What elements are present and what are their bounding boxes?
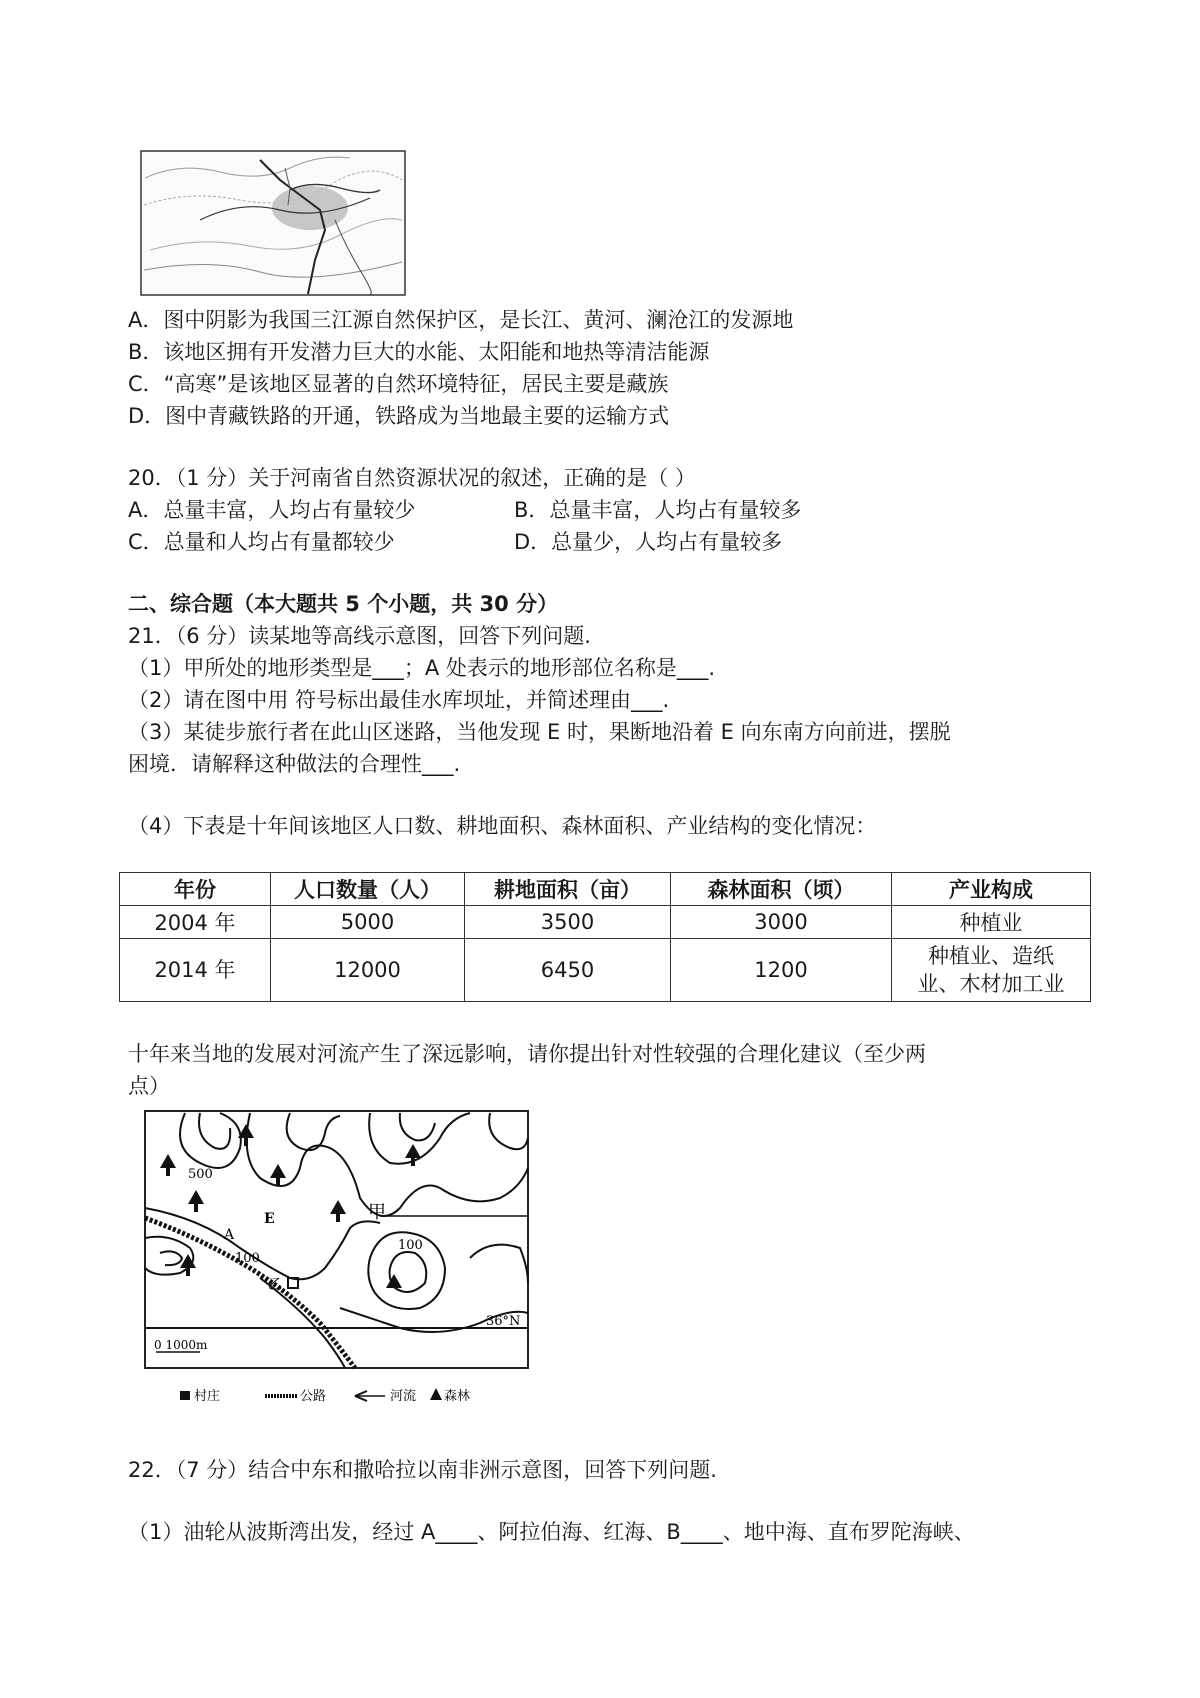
q21-part-1: （1）甲所处的地形类型是___；A 处表示的地形部位名称是___.	[128, 656, 716, 680]
contour-label-100: 100	[235, 1251, 260, 1266]
point-jia-label: 甲	[368, 1202, 386, 1223]
point-a-label: A	[224, 1227, 235, 1243]
cell-line: 业、木材加工业	[917, 972, 1065, 996]
table-cell: 5000	[271, 906, 465, 939]
point-e-label: E	[264, 1211, 275, 1227]
legend-forest: 森林	[444, 1389, 471, 1404]
cell-line: 种植业、造纸	[928, 944, 1054, 968]
legend-road: 公路	[300, 1389, 327, 1404]
contour-label-100: 100	[398, 1238, 423, 1253]
q20-option-d: D．总量少，人均占有量较多	[514, 530, 783, 554]
q19-option-d: D．图中青藏铁路的开通，铁路成为当地最主要的运输方式	[128, 404, 670, 428]
q20-option-c: C．总量和人均占有量都较少	[128, 530, 395, 554]
table-cell: 6450	[465, 939, 671, 1002]
q21-after-table-line2: 点）	[128, 1074, 170, 1098]
q19-option-b: B．该地区拥有开发潜力巨大的水能、太阳能和地热等清洁能源	[128, 340, 710, 364]
table-cell: 3500	[465, 906, 671, 939]
point-yi-label: 乙	[268, 1277, 282, 1293]
section-2-title: 二、综合题（本大题共 5 个小题，共 30 分）	[128, 592, 559, 616]
q21-after-table-line1: 十年来当地的发展对河流产生了深远影响，请你提出针对性较强的合理化建议（至少两	[128, 1042, 926, 1066]
change-table	[119, 872, 1091, 1002]
q22-part-1: （1）油轮从波斯湾出发，经过 A____、阿拉伯海、红海、B____、地中海、直布罗陀海峡、	[128, 1520, 975, 1544]
q20-option-a: A．总量丰富，人均占有量较少	[128, 498, 416, 522]
table-cell: 3000	[671, 906, 892, 939]
table-header: 年份	[120, 873, 271, 906]
scale-bar-label: 0 1000m	[154, 1338, 208, 1352]
q19-option-c: C．“高寒”是该地区显著的自然环境特征，居民主要是藏族	[128, 372, 669, 396]
table-cell: 2004 年	[120, 906, 271, 939]
table-cell	[892, 939, 1091, 1002]
table-cell: 2014 年	[120, 939, 271, 1002]
q20-stem: 20．（1 分）关于河南省自然资源状况的叙述，正确的是（ ）	[128, 466, 696, 490]
table-row	[120, 939, 1091, 1002]
table-cell: 种植业	[892, 906, 1091, 939]
q21-part-3-line1: （3）某徒步旅行者在此山区迷路，当他发现 E 时，果断地沿着 E 向东南方向前进，摆脱	[128, 720, 951, 744]
table-header: 森林面积（顷）	[671, 873, 892, 906]
q21-stem: 21．（6 分）读某地等高线示意图，回答下列问题.	[128, 624, 591, 648]
table-cell: 1200	[671, 939, 892, 1002]
q21-part-2: （2）请在图中用 符号标出最佳水库坝址，并简述理由___.	[128, 688, 670, 712]
contour-label-500: 500	[188, 1167, 213, 1182]
table-header: 人口数量（人）	[271, 873, 465, 906]
table-header: 产业构成	[892, 873, 1091, 906]
table-row	[120, 906, 1091, 939]
latitude-label: 36°N	[486, 1314, 521, 1329]
table-header-row	[120, 873, 1091, 906]
legend-village: 村庄	[194, 1389, 221, 1404]
contour-map	[140, 1108, 540, 1410]
q19-option-a: A．图中阴影为我国三江源自然保护区，是长江、黄河、澜沧江的发源地	[128, 308, 794, 332]
q20-option-b: B．总量丰富，人均占有量较多	[514, 498, 802, 522]
legend-river: 河流	[390, 1389, 417, 1404]
table-header: 耕地面积（亩）	[465, 873, 671, 906]
q21-part-4: （4）下表是十年间该地区人口数、耕地面积、森林面积、产业结构的变化情况：	[128, 814, 877, 838]
sanjiangyuan-map	[140, 150, 406, 296]
table-cell: 12000	[271, 939, 465, 1002]
q21-part-3-line2: 困境．请解释这种做法的合理性___.	[128, 752, 461, 776]
q22-stem: 22．（7 分）结合中东和撒哈拉以南非洲示意图，回答下列问题.	[128, 1458, 717, 1482]
